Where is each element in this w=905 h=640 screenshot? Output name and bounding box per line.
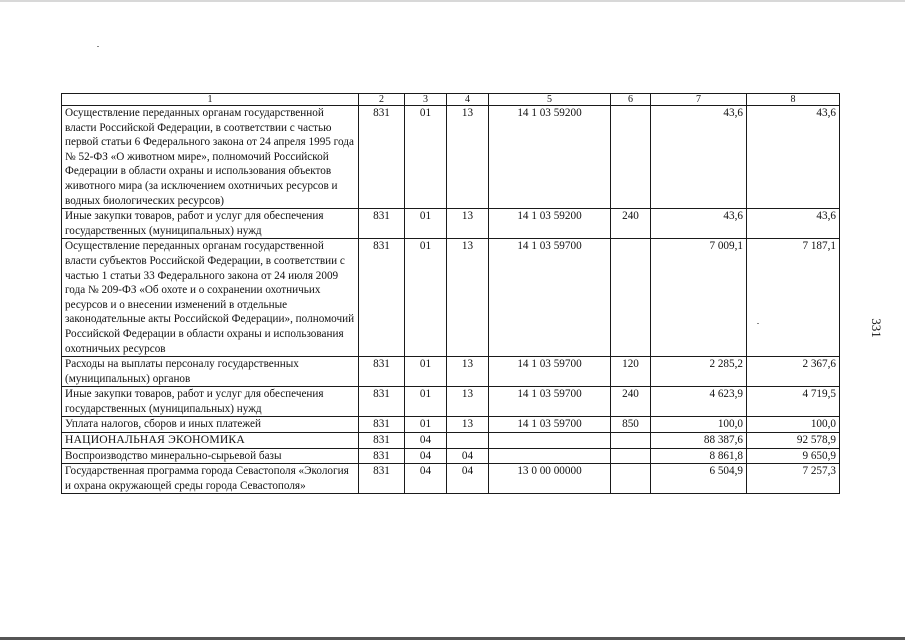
row-subsection: 13 [447,209,489,239]
row-subsection: 13 [447,106,489,209]
row-expense-type: 240 [611,209,651,239]
row-expense-type [611,433,651,449]
row-target-article: 14 1 03 59700 [489,357,611,387]
table-row [62,209,840,239]
row-amount-1: 8 861,8 [651,448,747,464]
row-subsection: 13 [447,239,489,357]
row-target-article: 14 1 03 59200 [489,209,611,239]
header-col-1: 1 [62,94,359,106]
budget-table [61,93,840,494]
row-section: 04 [405,448,447,464]
row-name: НАЦИОНАЛЬНАЯ ЭКОНОМИКА [62,433,359,449]
row-amount-2: 2 367,6 [747,357,840,387]
header-row [62,94,840,106]
header-col-5: 5 [489,94,611,106]
row-ministry-code: 831 [359,464,405,494]
page-edge-top [0,0,905,2]
row-name: Осуществление переданных органам государственной власти субъектов Российской Федерации, в соответствии с частью 1 статьи 33 Федерального закона от 24 июля 2009 года № 209-ФЗ «Об охоте и о сохранении охотничьих ресурсов и о внесении изменений в отдельные законодательные акты Российской Федерации», полномочий Российской Федерации в области охраны и использования охотничьих ресурсов [62,239,359,357]
header-col-6: 6 [611,94,651,106]
row-amount-2: 43,6 [747,209,840,239]
row-expense-type [611,448,651,464]
row-section: 01 [405,239,447,357]
row-ministry-code: 831 [359,357,405,387]
row-amount-1: 43,6 [651,209,747,239]
row-amount-1: 6 504,9 [651,464,747,494]
row-ministry-code: 831 [359,106,405,209]
row-amount-1: 4 623,9 [651,387,747,417]
row-expense-type: 120 [611,357,651,387]
row-expense-type [611,239,651,357]
row-name: Иные закупки товаров, работ и услуг для обеспечения государственных (муниципальных) нужд [62,387,359,417]
table-row [62,239,840,357]
row-subsection: 04 [447,448,489,464]
row-amount-2: 4 719,5 [747,387,840,417]
row-section: 04 [405,464,447,494]
row-section: 01 [405,387,447,417]
row-amount-2: 7 187,1 [747,239,840,357]
table-row [62,387,840,417]
row-ministry-code: 831 [359,433,405,449]
row-target-article [489,433,611,449]
row-subsection: 13 [447,387,489,417]
row-subsection: 04 [447,464,489,494]
row-name: Расходы на выплаты персоналу государственных (муниципальных) органов [62,357,359,387]
row-amount-1: 7 009,1 [651,239,747,357]
table-row [62,357,840,387]
row-name: Осуществление переданных органам государственной власти Российской Федерации, в соответствии с частью первой статьи 6 Федерального закона от 24 апреля 1995 года № 52-ФЗ «О животном мире», полномочий Российской Федерации в области охраны и использования объектов животного мира (за исключением охотничьих ресурсов и водных биологических ресурсов) [62,106,359,209]
row-amount-1: 88 387,6 [651,433,747,449]
row-amount-1: 2 285,2 [651,357,747,387]
row-ministry-code: 831 [359,417,405,433]
header-col-8: 8 [747,94,840,106]
table-row [62,464,840,494]
row-section: 01 [405,417,447,433]
table-row [62,448,840,464]
row-ministry-code: 831 [359,239,405,357]
header-col-2: 2 [359,94,405,106]
table-row [62,417,840,433]
row-subsection [447,433,489,449]
row-expense-type [611,106,651,209]
row-expense-type: 240 [611,387,651,417]
row-expense-type [611,464,651,494]
row-name: Уплата налогов, сборов и иных платежей [62,417,359,433]
row-amount-2: 9 650,9 [747,448,840,464]
row-ministry-code: 831 [359,387,405,417]
row-ministry-code: 831 [359,448,405,464]
row-amount-1: 43,6 [651,106,747,209]
row-expense-type: 850 [611,417,651,433]
row-amount-2: 7 257,3 [747,464,840,494]
row-subsection: 13 [447,417,489,433]
row-section: 01 [405,106,447,209]
row-target-article: 14 1 03 59700 [489,417,611,433]
row-target-article: 14 1 03 59700 [489,239,611,357]
row-target-article: 13 0 00 00000 [489,464,611,494]
header-col-3: 3 [405,94,447,106]
row-amount-2: 92 578,9 [747,433,840,449]
row-ministry-code: 831 [359,209,405,239]
row-amount-2: 100,0 [747,417,840,433]
row-target-article: 14 1 03 59700 [489,387,611,417]
page-number: 331 [868,318,884,338]
row-section: 01 [405,209,447,239]
header-col-4: 4 [447,94,489,106]
row-section: 04 [405,433,447,449]
row-target-article: 14 1 03 59200 [489,106,611,209]
table-row [62,106,840,209]
row-subsection: 13 [447,357,489,387]
row-amount-2: 43,6 [747,106,840,209]
row-target-article [489,448,611,464]
row-amount-1: 100,0 [651,417,747,433]
table-row [62,433,840,449]
scan-speck [97,46,99,47]
row-name: Государственная программа города Севастополя «Экология и охрана окружающей среды города Севастополя» [62,464,359,494]
header-col-7: 7 [651,94,747,106]
row-name: Иные закупки товаров, работ и услуг для обеспечения государственных (муниципальных) нужд [62,209,359,239]
row-section: 01 [405,357,447,387]
row-name: Воспроизводство минерально-сырьевой базы [62,448,359,464]
